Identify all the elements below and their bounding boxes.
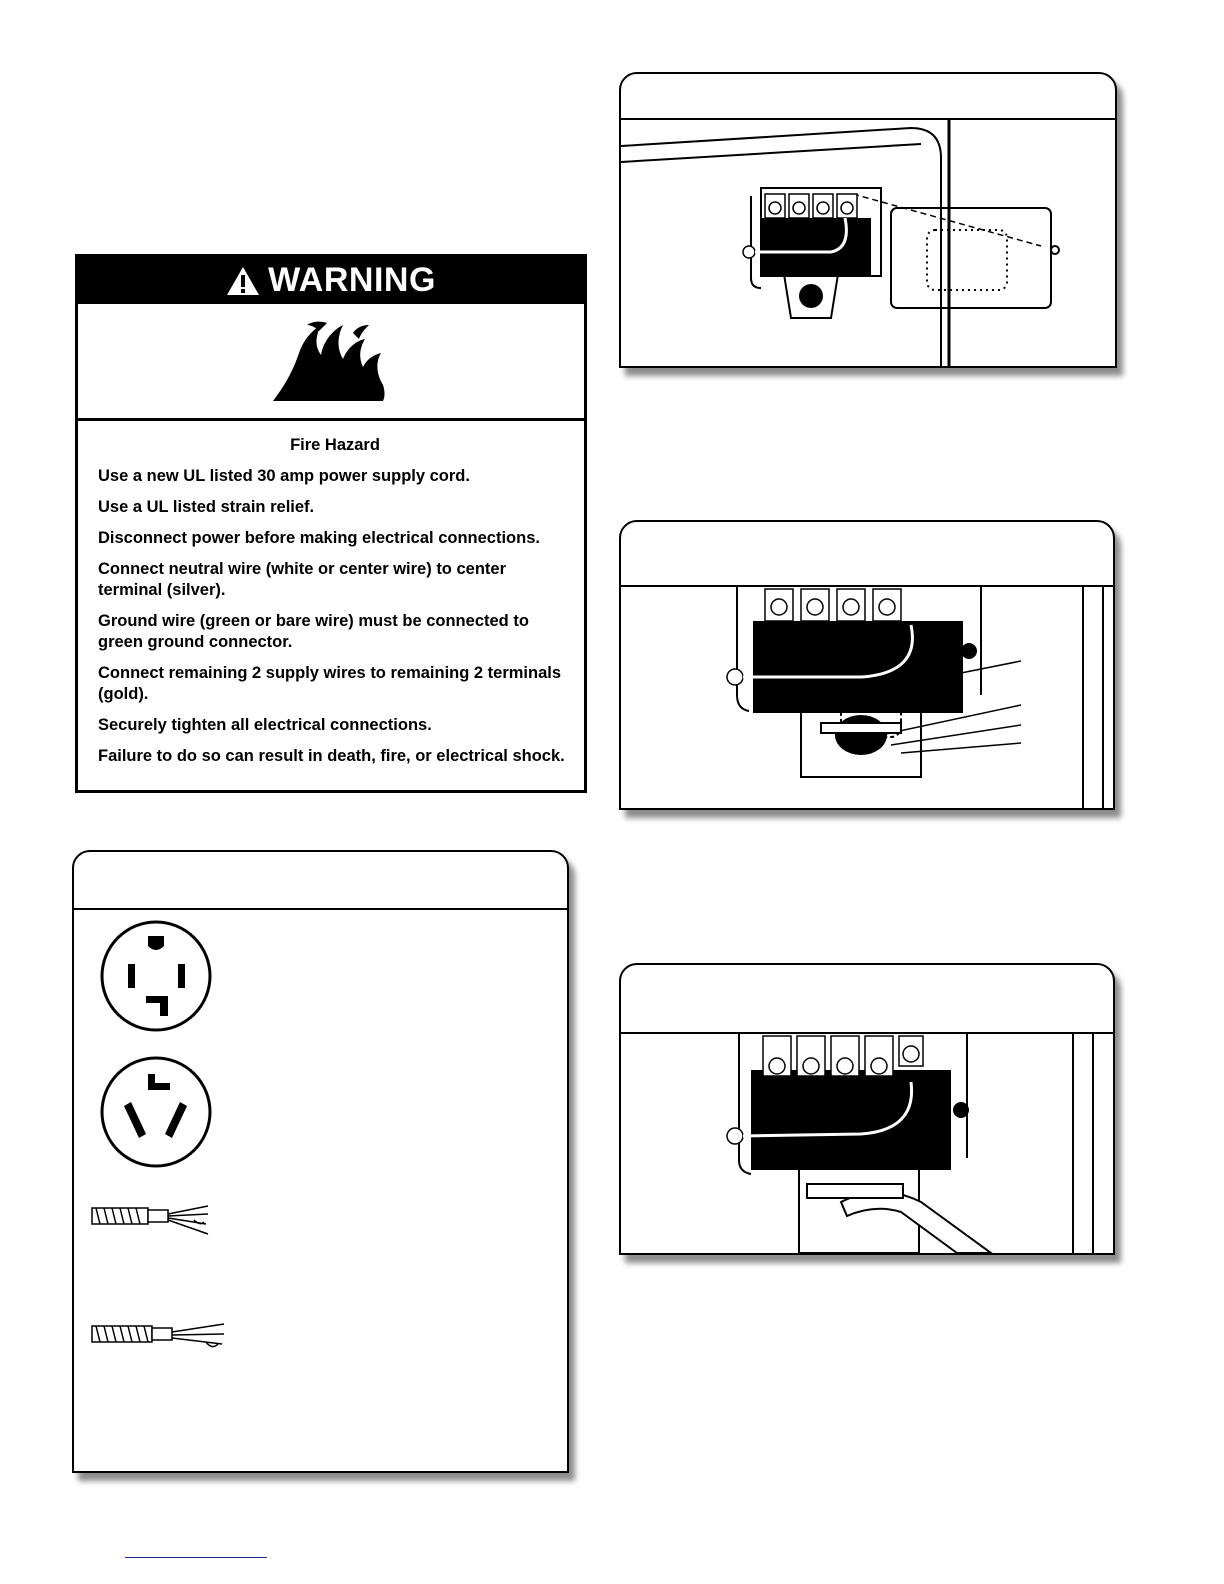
cord-installed-panel [619, 963, 1115, 1255]
warning-line: Securely tighten all electrical connections. [98, 716, 432, 734]
warning-line: Failure to do so can result in death, fire, or electrical shock. [98, 747, 565, 765]
strain-relief-panel [619, 520, 1115, 810]
warning-triangle-icon [226, 266, 260, 296]
warning-title: WARNING [268, 261, 436, 299]
fire-symbol-area [78, 304, 584, 421]
terminal-cover-panel [619, 72, 1117, 368]
warning-line: Connect remaining 2 supply wires to remaining 2 terminals (gold). [98, 664, 562, 703]
hazard-heading: Fire Hazard [290, 436, 380, 454]
warning-line: Use a new UL listed 30 amp power supply cord. [98, 467, 470, 485]
3-prong-receptacle-icon [102, 1058, 210, 1166]
panel-header [621, 965, 1113, 1034]
fire-icon [271, 319, 391, 403]
warning-line: Ground wire (green or bare wire) must be connected to green ground connector. [98, 612, 529, 651]
warning-box [75, 254, 587, 793]
receptacle-types-panel [72, 850, 569, 1473]
receptacle-illustrations [74, 908, 567, 1471]
panel-header [621, 74, 1115, 120]
terminal-cover-illustration [621, 118, 1115, 366]
warning-line: Disconnect power before making electrical connections. [98, 529, 540, 547]
warning-header [78, 257, 584, 304]
warning-line: Connect neutral wire (white or center wire) to center terminal (silver). [98, 560, 506, 599]
cord-installed-illustration [621, 1032, 1113, 1253]
4-prong-receptacle-icon [102, 922, 210, 1030]
warning-text [98, 435, 572, 777]
strain-relief-illustration [621, 585, 1113, 808]
panel-header [74, 852, 567, 910]
footer-link-rule [125, 1557, 267, 1558]
3-wire-cord-icon [92, 1324, 224, 1347]
4-wire-cord-icon [92, 1206, 208, 1234]
panel-header [621, 522, 1113, 587]
warning-line: Use a UL listed strain relief. [98, 498, 315, 516]
